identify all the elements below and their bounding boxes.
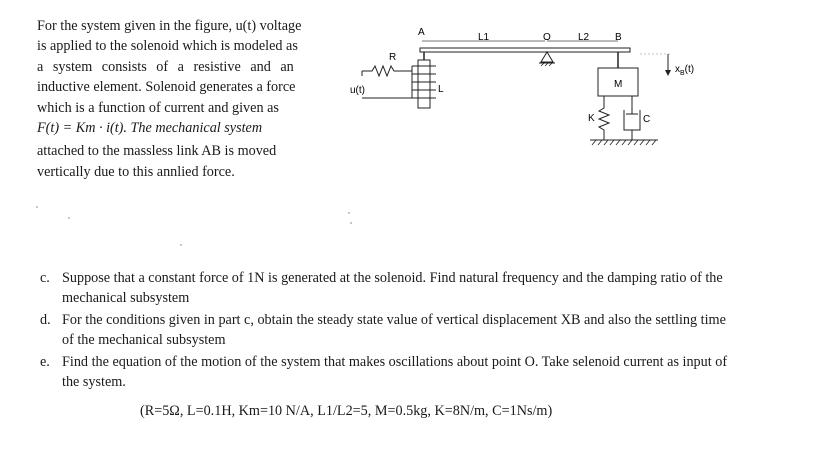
question-list — [40, 269, 740, 395]
intro-line: For the system given in the figure, u(t) voltage — [37, 18, 302, 34]
label-u: u(t) — [350, 85, 365, 96]
question-d — [40, 311, 740, 350]
question-text: Find the equation of the motion of the system that makes oscillations about point O. Take selenoid current as input of the system. — [62, 354, 728, 390]
scan-speck — [68, 217, 70, 219]
label-xb: $x_B(t)$ — [675, 64, 695, 77]
scan-speck — [350, 222, 352, 224]
resistor-r — [362, 66, 412, 76]
question-letter: d. — [40, 312, 51, 328]
label-c: C — [643, 114, 651, 125]
question-c — [40, 269, 740, 308]
intro-line: vertically due to this annlied force. — [37, 163, 235, 180]
intro-line: attached to the massless link AB is moved — [37, 143, 277, 160]
solenoid-core — [418, 60, 430, 108]
damper-c — [624, 96, 640, 140]
scan-speck — [180, 244, 182, 246]
intro-line: inductive element. Solenoid generates a force — [37, 79, 296, 96]
scan-speck — [36, 206, 38, 208]
label-l: L — [438, 84, 444, 95]
question-letter: c. — [40, 270, 50, 286]
label-a: A — [418, 27, 425, 38]
label-b: B — [615, 32, 622, 43]
label-l2: L2 — [578, 32, 590, 43]
intro-line: which is a function of current and given as — [37, 99, 279, 116]
system-diagram — [340, 14, 740, 164]
question-e — [40, 353, 740, 392]
pivot-o — [541, 52, 553, 62]
label-r: R — [389, 52, 397, 63]
problem-intro — [37, 16, 337, 182]
label-o: O — [543, 32, 551, 43]
intro-line: F(t) = Km · i(t). The mechanical system — [37, 120, 263, 137]
label-k: K — [588, 113, 595, 124]
given-parameters: (R=5Ω, L=0.1H, Km=10 N/A, L1/L2=5, M=0.5kg, K=8N/m, C=1Ns/m) — [140, 403, 553, 419]
label-l1: L1 — [478, 32, 490, 43]
intro-line: a system consists of a resistive and an — [37, 58, 294, 75]
spring-k — [599, 96, 609, 140]
label-m: M — [614, 79, 623, 90]
question-letter: e. — [40, 354, 50, 370]
link-ab — [420, 48, 630, 52]
scan-speck — [348, 212, 350, 214]
question-text: For the conditions given in part c, obtain the steady state value of vertical displacement XB and also the settling time of the mechanical subsystem — [62, 312, 726, 348]
question-text: Suppose that a constant force of 1N is generated at the solenoid. Find natural frequency and the damping ratio of the mechanical subsystem — [62, 270, 723, 306]
intro-line: is applied to the solenoid which is modeled as — [37, 38, 298, 55]
ground-hatch — [592, 140, 656, 145]
